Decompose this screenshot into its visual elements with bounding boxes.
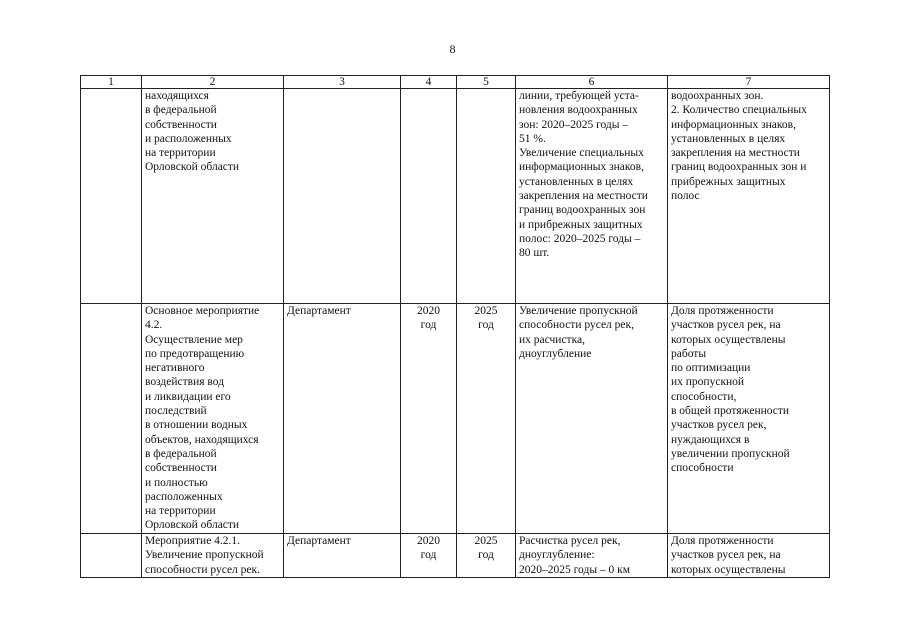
cell-end-year: 2025 год	[457, 304, 516, 534]
column-header-5: 5	[457, 76, 516, 89]
column-header-7: 7	[668, 76, 830, 89]
cell-executor: Департамент	[284, 304, 401, 534]
cell-expected-result: Увеличение пропускной способности русел рек, их расчистка, дноуглубление	[516, 304, 668, 534]
cell-number	[81, 304, 142, 534]
cell-executor: Департамент	[284, 534, 401, 578]
cell-expected-result: Расчистка русел рек, дноуглубление: 2020–2025 годы – 0 км	[516, 534, 668, 578]
column-header-2: 2	[142, 76, 284, 89]
cell-name: находящихся в федеральной собственности и расположенных на территории Орловской области	[142, 89, 284, 304]
cell-name: Основное мероприятие 4.2. Осуществление мер по предотвращению негативного воздействия вод и ликвидации его последствий в отношении водных объектов, находящихся в федеральной собственности и полностью расположенных на территории Орловской области	[142, 304, 284, 534]
cell-number	[81, 89, 142, 304]
column-header-6: 6	[516, 76, 668, 89]
cell-indicator: Доля протяженности участков русел рек, на которых осуществлены работы по оптимизации их пропускной способности, в общей протяженности участков русел рек, нуждающихся в увеличении пропускной способности	[668, 304, 830, 534]
cell-end-year: 2025 год	[457, 534, 516, 578]
cell-start-year: 2020 год	[401, 304, 457, 534]
table-row	[81, 89, 830, 304]
column-header-4: 4	[401, 76, 457, 89]
cell-name: Мероприятие 4.2.1. Увеличение пропускной способности русел рек.	[142, 534, 284, 578]
measures-table	[80, 75, 830, 578]
cell-executor	[284, 89, 401, 304]
column-header-3: 3	[284, 76, 401, 89]
table-header-row	[81, 76, 830, 89]
table-row	[81, 534, 830, 578]
cell-start-year: 2020 год	[401, 534, 457, 578]
cell-number	[81, 534, 142, 578]
cell-indicator: Доля протяженности участков русел рек, на которых осуществлены	[668, 534, 830, 578]
cell-start-year	[401, 89, 457, 304]
cell-end-year	[457, 89, 516, 304]
page-number: 8	[449, 42, 456, 56]
column-header-1: 1	[81, 76, 142, 89]
cell-expected-result: линии, требующей уста- новления водоохранных зон: 2020–2025 годы – 51 %. Увеличение специальных информационных знаков, установленных в целях закрепления на местности границ водоохранных зон и прибрежных защитных полос: 2020–2025 годы – 80 шт.	[516, 89, 668, 304]
cell-indicator: водоохранных зон. 2. Количество специальных информационных знаков, установленных в целях закрепления на местности границ водоохранных зон и прибрежных защитных полос	[668, 89, 830, 304]
table-row	[81, 304, 830, 534]
